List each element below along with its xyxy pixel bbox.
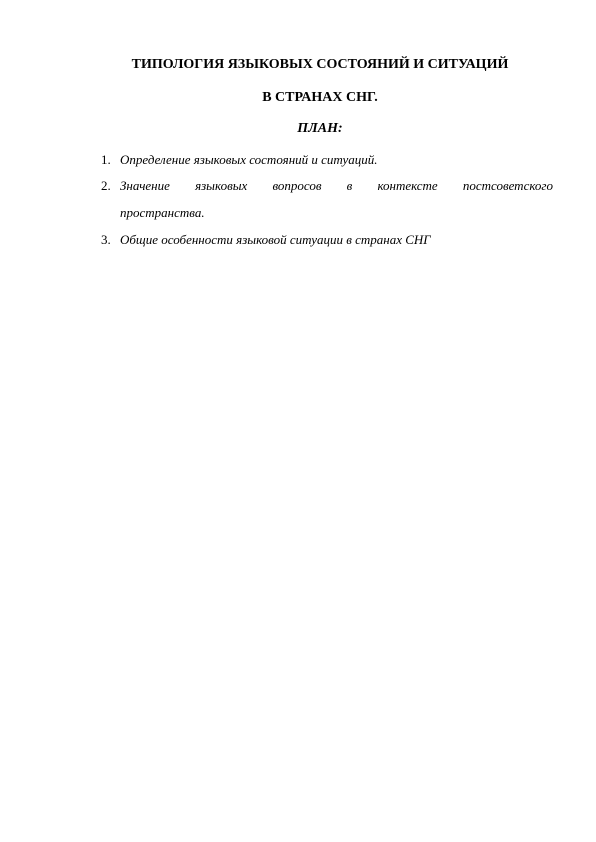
plan-list (101, 151, 553, 249)
plan-item-number: 1. (101, 152, 111, 167)
plan-item-text-line-2: пространства. (120, 205, 205, 220)
plan-item-1 (101, 151, 553, 177)
plan-item-3 (101, 231, 553, 249)
plan-item-number: 3. (101, 232, 111, 247)
plan-heading: ПЛАН: (297, 121, 343, 136)
document-title-line-2: В СТРАНАХ СНГ. (262, 90, 378, 105)
document-title-line-1: ТИПОЛОГИЯ ЯЗЫКОВЫХ СОСТОЯНИЙ И СИТУАЦИЙ (131, 57, 509, 72)
plan-item-text-line-1: Значение языковых вопросов в контексте постсоветского (120, 178, 553, 193)
plan-item-text: Определение языковых состояний и ситуаций. (120, 152, 378, 167)
plan-item-2 (101, 177, 553, 222)
plan-item-number: 2. (101, 178, 111, 193)
plan-item-text: Общие особенности языковой ситуации в странах СНГ (120, 232, 431, 247)
